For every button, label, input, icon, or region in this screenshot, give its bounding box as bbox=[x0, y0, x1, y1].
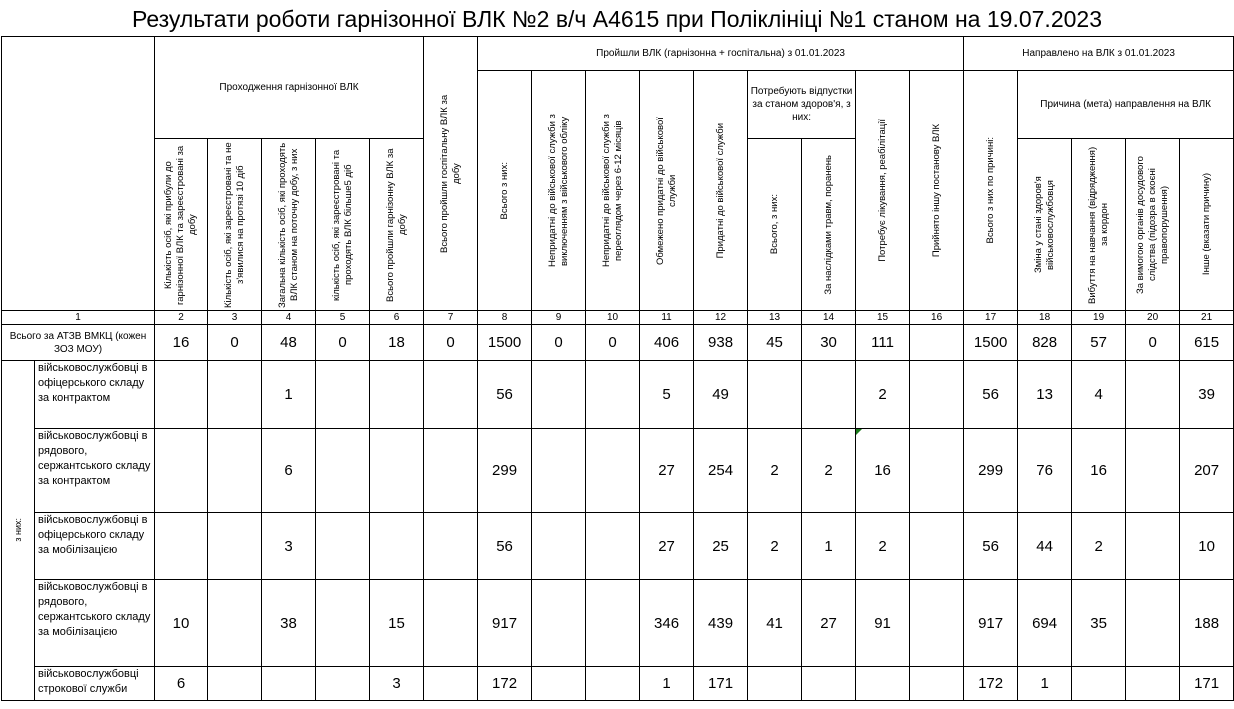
cell-c4: 48 bbox=[262, 325, 316, 361]
col-number: 7 bbox=[424, 311, 478, 325]
cell-c11: 27 bbox=[640, 429, 694, 513]
cell-c19: 57 bbox=[1072, 325, 1126, 361]
cell-c12: 25 bbox=[694, 513, 748, 580]
cell-c7: 0 bbox=[424, 325, 478, 361]
cell-c5 bbox=[316, 667, 370, 701]
cell-c20 bbox=[1126, 580, 1180, 667]
cell-c13: 45 bbox=[748, 325, 802, 361]
cell-c18: 694 bbox=[1018, 580, 1072, 667]
cell-c15: 111 bbox=[856, 325, 910, 361]
cell-c8: 917 bbox=[478, 580, 532, 667]
side-label: з них: bbox=[2, 361, 35, 701]
cell-c17: 917 bbox=[964, 580, 1018, 667]
cell-c14 bbox=[802, 667, 856, 701]
cell-c9: 0 bbox=[532, 325, 586, 361]
header-c8: Всього з них: bbox=[478, 71, 532, 311]
cell-c21: 39 bbox=[1180, 361, 1234, 429]
cell-c13: 2 bbox=[748, 513, 802, 580]
col-number: 19 bbox=[1072, 311, 1126, 325]
cell-c20: 0 bbox=[1126, 325, 1180, 361]
header-c5: кількість осіб, які зареєстровані та проходять ВЛК більше5 діб bbox=[316, 139, 370, 311]
cell-c14: 30 bbox=[802, 325, 856, 361]
cell-c2: 6 bbox=[155, 667, 208, 701]
group-passed: Пройшли ВЛК (гарнізонна + госпітальна) з 01.01.2023 bbox=[478, 37, 964, 71]
cell-c9 bbox=[532, 513, 586, 580]
cell-c11: 27 bbox=[640, 513, 694, 580]
cell-c3 bbox=[208, 429, 262, 513]
cell-c5 bbox=[316, 580, 370, 667]
header-c15: Потребує лікування, реабілітації bbox=[856, 71, 910, 311]
col-number: 20 bbox=[1126, 311, 1180, 325]
col-number: 3 bbox=[208, 311, 262, 325]
cell-c16 bbox=[910, 429, 964, 513]
cell-c8: 56 bbox=[478, 361, 532, 429]
cell-c13: 2 bbox=[748, 429, 802, 513]
cell-c16 bbox=[910, 667, 964, 701]
table-row bbox=[2, 361, 1234, 429]
cell-c15: 2 bbox=[856, 361, 910, 429]
cell-c11: 1 bbox=[640, 667, 694, 701]
header-c12: Придатні до військової служби bbox=[694, 71, 748, 311]
cell-c4: 38 bbox=[262, 580, 316, 667]
cell-c11: 406 bbox=[640, 325, 694, 361]
cell-c19: 2 bbox=[1072, 513, 1126, 580]
row-label: військовослужбовці строкової служби bbox=[35, 667, 155, 701]
col-number: 10 bbox=[586, 311, 640, 325]
cell-c10 bbox=[586, 513, 640, 580]
cell-c10 bbox=[586, 361, 640, 429]
header-c3: Кількість осіб, які зареєстровані та не з'явилися на протязі 10 діб bbox=[208, 139, 262, 311]
cell-c14 bbox=[802, 361, 856, 429]
cell-c11: 5 bbox=[640, 361, 694, 429]
table-row bbox=[2, 325, 1234, 361]
header-c9: Непридатні до військової служби з виключенням з військового обліку bbox=[532, 71, 586, 311]
cell-c2: 10 bbox=[155, 580, 208, 667]
cell-c18: 1 bbox=[1018, 667, 1072, 701]
col-number: 5 bbox=[316, 311, 370, 325]
cell-c6 bbox=[370, 361, 424, 429]
cell-c15: 91 bbox=[856, 580, 910, 667]
cell-c14: 2 bbox=[802, 429, 856, 513]
cell-c20 bbox=[1126, 513, 1180, 580]
cell-c6: 18 bbox=[370, 325, 424, 361]
cell-c3 bbox=[208, 513, 262, 580]
table-row bbox=[2, 513, 1234, 580]
cell-c7 bbox=[424, 580, 478, 667]
cell-c12: 171 bbox=[694, 667, 748, 701]
cell-c7 bbox=[424, 429, 478, 513]
cell-c9 bbox=[532, 361, 586, 429]
cell-c2 bbox=[155, 513, 208, 580]
header-c7: Всього пройшли госпітальну ВЛК за добу bbox=[424, 37, 478, 311]
table-row bbox=[2, 429, 1234, 513]
cell-c20 bbox=[1126, 429, 1180, 513]
header-c19: Вибуття на навчання (відрядження) за кордон bbox=[1072, 139, 1126, 311]
header-c17: Всього з них по причині: bbox=[964, 71, 1018, 311]
table-row bbox=[2, 667, 1234, 701]
cell-c2 bbox=[155, 429, 208, 513]
cell-c3: 0 bbox=[208, 325, 262, 361]
cell-c4: 3 bbox=[262, 513, 316, 580]
header-c2: Кількість осіб, які прибули до гарнізонної ВЛК та зареєстровані за добу bbox=[155, 139, 208, 311]
cell-c11: 346 bbox=[640, 580, 694, 667]
cell-c9 bbox=[532, 429, 586, 513]
col-number: 1 bbox=[2, 311, 155, 325]
cell-c6: 3 bbox=[370, 667, 424, 701]
cell-c15 bbox=[856, 667, 910, 701]
table-row bbox=[2, 580, 1234, 667]
cell-c19 bbox=[1072, 667, 1126, 701]
cell-c14: 1 bbox=[802, 513, 856, 580]
cell-c15: 2 bbox=[856, 513, 910, 580]
cell-c21: 615 bbox=[1180, 325, 1234, 361]
cell-c18: 828 bbox=[1018, 325, 1072, 361]
col-number: 15 bbox=[856, 311, 910, 325]
cell-c5 bbox=[316, 513, 370, 580]
header-c14: За наслідками травм, поранень bbox=[802, 139, 856, 311]
cell-c19: 4 bbox=[1072, 361, 1126, 429]
col-number: 11 bbox=[640, 311, 694, 325]
header-c11: Обмежено придатні до військової служби bbox=[640, 71, 694, 311]
row-label: військовослужбовці в офіцерського складу за мобілізацією bbox=[35, 513, 155, 580]
header-c16: Прийнято іншу постанову ВЛК bbox=[910, 71, 964, 311]
cell-c12: 49 bbox=[694, 361, 748, 429]
cell-c8: 56 bbox=[478, 513, 532, 580]
cell-c18: 13 bbox=[1018, 361, 1072, 429]
header-c4: Загальна кількість осіб, які проходять ВЛК станом на поточну добу, з них bbox=[262, 139, 316, 311]
header-c18: Зміна у стані здоров'я військовослужбовця bbox=[1018, 139, 1072, 311]
cell-c3 bbox=[208, 361, 262, 429]
cell-c15: 16 bbox=[856, 429, 910, 513]
cell-c13 bbox=[748, 667, 802, 701]
cell-c5: 0 bbox=[316, 325, 370, 361]
cell-c13: 41 bbox=[748, 580, 802, 667]
cell-c21: 171 bbox=[1180, 667, 1234, 701]
cell-c10 bbox=[586, 429, 640, 513]
cell-c3 bbox=[208, 580, 262, 667]
cell-c13 bbox=[748, 361, 802, 429]
row-label: військовослужбовці в рядового, сержантського складу за контрактом bbox=[35, 429, 155, 513]
col-number: 4 bbox=[262, 311, 316, 325]
cell-c10 bbox=[586, 667, 640, 701]
cell-c5 bbox=[316, 361, 370, 429]
cell-c8: 299 bbox=[478, 429, 532, 513]
col-number: 21 bbox=[1180, 311, 1234, 325]
cell-c8: 1500 bbox=[478, 325, 532, 361]
cell-c5 bbox=[316, 429, 370, 513]
col-number: 18 bbox=[1018, 311, 1072, 325]
cell-c18: 76 bbox=[1018, 429, 1072, 513]
cell-c21: 207 bbox=[1180, 429, 1234, 513]
cell-c3 bbox=[208, 667, 262, 701]
cell-c12: 938 bbox=[694, 325, 748, 361]
col-number: 17 bbox=[964, 311, 1018, 325]
group-reason: Причина (мета) направлення на ВЛК bbox=[1018, 71, 1234, 139]
header-c21: Інше (вказати причину) bbox=[1180, 139, 1234, 311]
col-number: 9 bbox=[532, 311, 586, 325]
cell-c4: 1 bbox=[262, 361, 316, 429]
cell-c10 bbox=[586, 580, 640, 667]
cell-c7 bbox=[424, 361, 478, 429]
cell-c21: 10 bbox=[1180, 513, 1234, 580]
cell-c8: 172 bbox=[478, 667, 532, 701]
cell-c6 bbox=[370, 513, 424, 580]
group-garrison: Проходження гарнізонної ВЛК bbox=[155, 37, 424, 139]
cell-c7 bbox=[424, 667, 478, 701]
cell-c17: 172 bbox=[964, 667, 1018, 701]
header-c10: Непридатні до військової служби з переоглядом через 6-12 місяців bbox=[586, 71, 640, 311]
cell-c4 bbox=[262, 667, 316, 701]
cell-c19: 16 bbox=[1072, 429, 1126, 513]
cell-c4: 6 bbox=[262, 429, 316, 513]
cell-c17: 299 bbox=[964, 429, 1018, 513]
cell-c16 bbox=[910, 513, 964, 580]
cell-c20 bbox=[1126, 361, 1180, 429]
header-c13: Всього, з них: bbox=[748, 139, 802, 311]
header-blank bbox=[2, 37, 155, 311]
row-label: військовослужбовці в офіцерського складу за контрактом bbox=[35, 361, 155, 429]
cell-c21: 188 bbox=[1180, 580, 1234, 667]
cell-c17: 56 bbox=[964, 513, 1018, 580]
cell-c16 bbox=[910, 325, 964, 361]
cell-c17: 56 bbox=[964, 361, 1018, 429]
cell-c17: 1500 bbox=[964, 325, 1018, 361]
cell-c16 bbox=[910, 361, 964, 429]
col-number: 13 bbox=[748, 311, 802, 325]
cell-c7 bbox=[424, 513, 478, 580]
cell-c2: 16 bbox=[155, 325, 208, 361]
cell-c20 bbox=[1126, 667, 1180, 701]
cell-c14: 27 bbox=[802, 580, 856, 667]
col-number: 8 bbox=[478, 311, 532, 325]
col-number: 12 bbox=[694, 311, 748, 325]
col-number: 14 bbox=[802, 311, 856, 325]
cell-c9 bbox=[532, 580, 586, 667]
cell-c12: 254 bbox=[694, 429, 748, 513]
col-number: 2 bbox=[155, 311, 208, 325]
row-label: військовослужбовці в рядового, сержантського складу за мобілізацією bbox=[35, 580, 155, 667]
cell-c19: 35 bbox=[1072, 580, 1126, 667]
results-table bbox=[1, 36, 1234, 701]
cell-c2 bbox=[155, 361, 208, 429]
col-number: 16 bbox=[910, 311, 964, 325]
header-c6: Всього пройшли гарнізонну ВЛК за добу bbox=[370, 139, 424, 311]
cell-c6 bbox=[370, 429, 424, 513]
group-leave: Потребують відпустки за станом здоров'я, з них: bbox=[748, 71, 856, 139]
cell-c16 bbox=[910, 580, 964, 667]
cell-c18: 44 bbox=[1018, 513, 1072, 580]
col-number: 6 bbox=[370, 311, 424, 325]
cell-c12: 439 bbox=[694, 580, 748, 667]
header-c20: За вимогою органів досудового слідства (підозра в скоєні правопорушення) bbox=[1126, 139, 1180, 311]
page-title: Результати роботи гарнізонної ВЛК №2 в/ч А4615 при Поліклініці №1 станом на 19.07.2023 bbox=[132, 6, 1102, 32]
cell-c10: 0 bbox=[586, 325, 640, 361]
group-referred: Направлено на ВЛК з 01.01.2023 bbox=[964, 37, 1234, 71]
cell-c9 bbox=[532, 667, 586, 701]
row-label: Всього за АТЗВ ВМКЦ (кожен ЗОЗ МОУ) bbox=[2, 325, 155, 361]
cell-c6: 15 bbox=[370, 580, 424, 667]
column-number-row bbox=[2, 311, 1234, 325]
